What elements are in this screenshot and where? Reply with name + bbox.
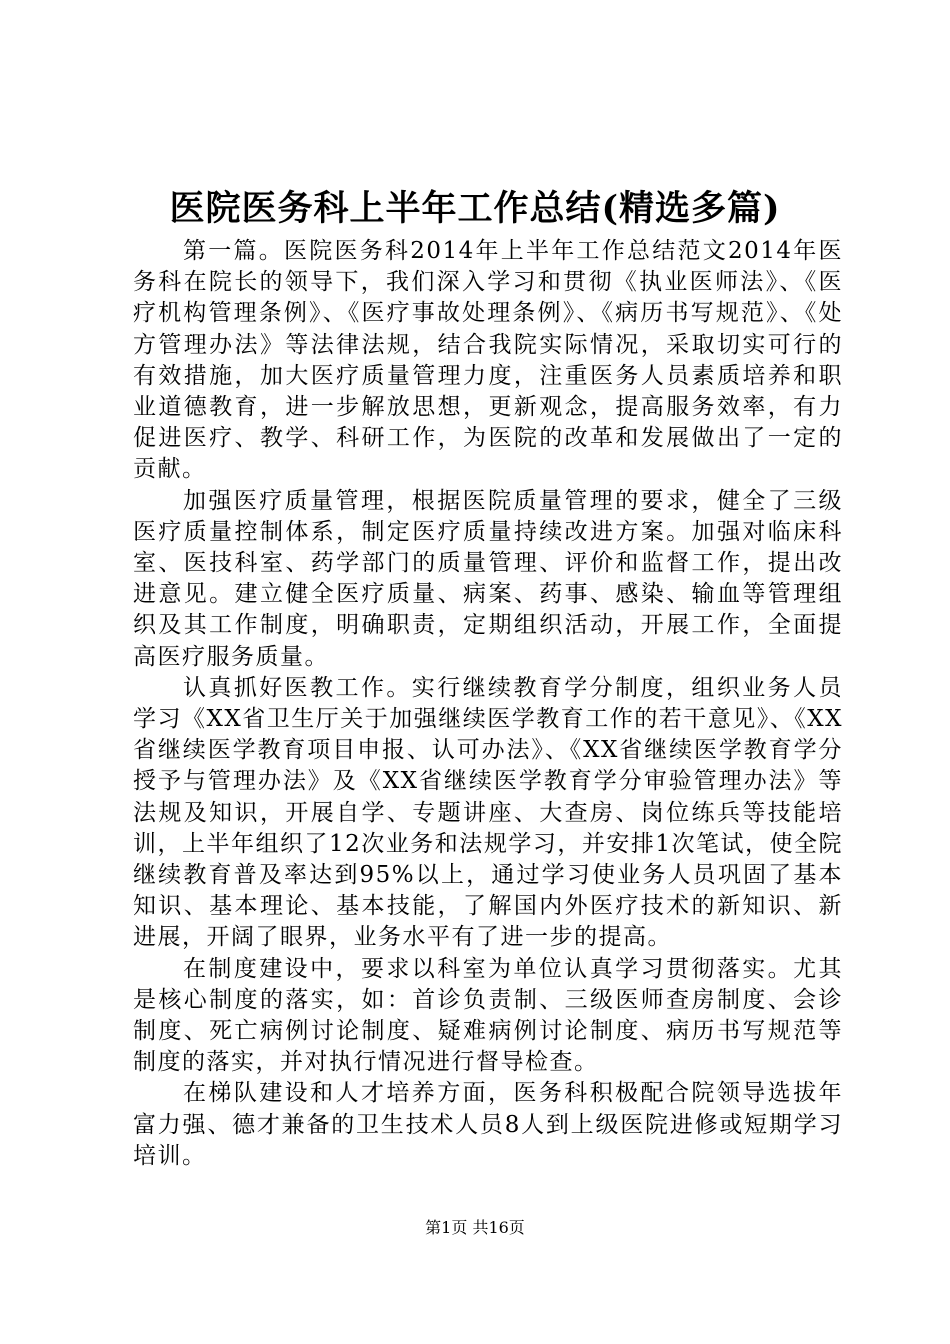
paragraph-1: 第一篇。医院医务科2014年上半年工作总结范文2014年医务科在院长的领导下，我们深入学习和贯彻《执业医师法》、《医疗机构管理条例》、《医疗事故处理条例》、《病历书写规范》、《处方管理办法》等法律法规，结合我院实际情况，采取切实可行的有效措施，加大医疗质量管理力度，注重医务人员素质培养和职业道德教育，进一步解放思想，更新观念，提高服务效率，有力促进医疗、教学、科研工作，为医院的改革和发展做出了一定的贡献。 [133, 238, 843, 483]
paragraph-3: 认真抓好医教工作。实行继续教育学分制度，组织业务人员学习《XX省卫生厅关于加强继续医学教育工作的若干意见》、《XX省继续医学教育项目申报、认可办法》、《XX省继续医学教育学分授予与管理办法》及《XX省继续医学教育学分审验管理办法》等法规及知识，开展自学、专题讲座、大查房、岗位练兵等技能培训，上半年组织了12次业务和法规学习，并安排1次笔试，使全院继续教育普及率达到95%以上，通过学习使业务人员巩固了基本知识、基本理论、基本技能，了解国内外医疗技术的新知识、新进展，开阔了眼界，业务水平有了进一步的提高。 [133, 674, 843, 951]
document-body [133, 236, 843, 1172]
paragraph-4: 在制度建设中，要求以科室为单位认真学习贯彻落实。尤其是核心制度的落实，如：首诊负责制、三级医师查房制度、会诊制度、死亡病例讨论制度、疑难病例讨论制度、病历书写规范等制度的落实，并对执行情况进行督导检查。 [133, 955, 843, 1076]
document-title: 医院医务科上半年工作总结(精选多篇) [169, 188, 781, 229]
page-number-footer: 第1页 共16页 [425, 1218, 525, 1237]
paragraph-5: 在梯队建设和人才培养方面，医务科积极配合院领导选拔年富力强、德才兼备的卫生技术人员8人到上级医院进修或短期学习培训。 [133, 1080, 843, 1169]
paragraph-2: 加强医疗质量管理，根据医院质量管理的要求，健全了三级医疗质量控制体系，制定医疗质量持续改进方案。加强对临床科室、医技科室、药学部门的质量管理、评价和监督工作，提出改进意见。建立健全医疗质量、病案、药事、感染、输血等管理组织及其工作制度，明确职责，定期组织活动，开展工作，全面提高医疗服务质量。 [133, 487, 843, 670]
